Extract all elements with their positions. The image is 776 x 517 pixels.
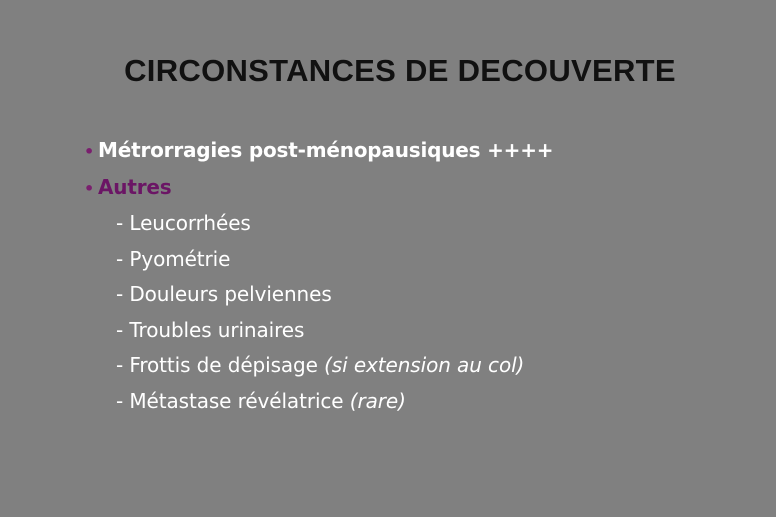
- slide-title: CIRCONSTANCES DE DECOUVERTE: [124, 53, 676, 88]
- sub-item-douleurs: [84, 277, 553, 313]
- sub-item-text: - Pyométrie: [116, 246, 231, 271]
- sub-item-note: (si extension au col): [324, 353, 525, 377]
- sub-item-leucorrhees: [84, 206, 553, 242]
- sub-item-text: - Frottis de dépisage: [116, 353, 325, 377]
- sub-item-text: - Douleurs pelviennes: [116, 282, 332, 306]
- slide-content: [84, 133, 553, 419]
- bullet-dot-icon: •: [84, 142, 95, 161]
- sub-item-text: - Troubles urinaires: [116, 317, 305, 342]
- bullet-item-metrorragies: [84, 133, 553, 170]
- bullet-dot-icon: •: [84, 178, 95, 198]
- sub-item-note: (rare): [349, 388, 406, 413]
- bullet-text: Métrorragies post-ménopausiques ++++: [98, 138, 554, 162]
- sub-item-frottis: [84, 348, 553, 384]
- sub-item-troubles: [84, 313, 553, 349]
- bullet-text: Autres: [98, 174, 172, 199]
- bullet-item-autres: [84, 170, 553, 207]
- sub-item-pyometrie: [84, 242, 553, 278]
- sub-item-text: - Leucorrhées: [116, 211, 251, 235]
- sub-item-metastase: [84, 384, 553, 420]
- sub-item-text: - Métastase révélatrice: [116, 388, 350, 413]
